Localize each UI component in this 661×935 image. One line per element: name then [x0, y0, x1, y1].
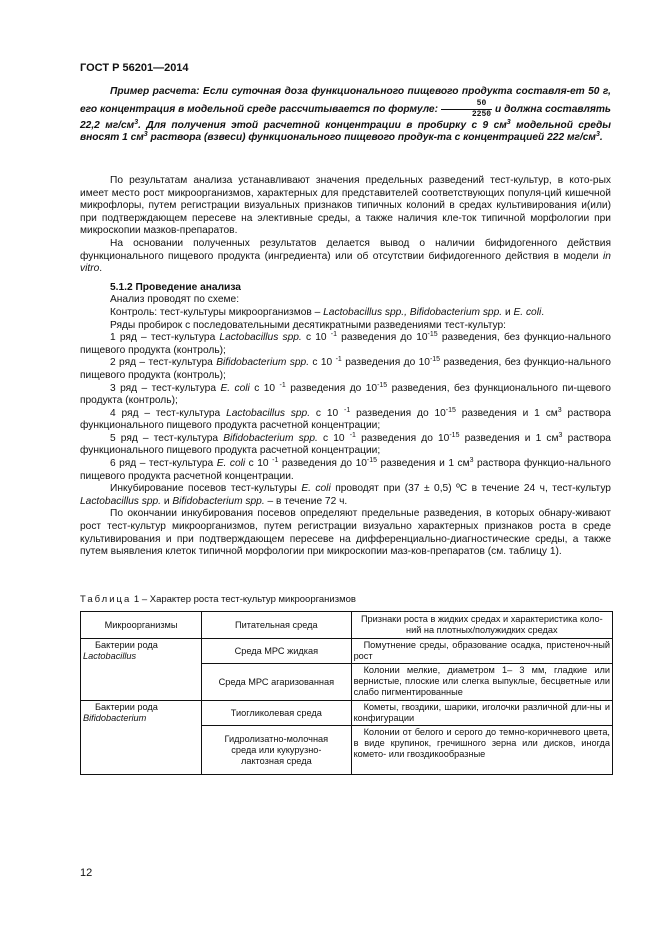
- cell-description: Колонии мелкие, диаметром 1– 3 мм, гладкие или вернистые, плоские или слегка выпуклые, бесцветные или слабо пигментированные: [351, 664, 612, 701]
- conclusion-text: На основании полученных результатов делается вывод о наличии бифидогенного действия функционального пищевого продукта (ингредиента) или об отсутствии бифидогенного действия в модели: [80, 237, 611, 262]
- row-to: разведения до 10: [356, 407, 446, 419]
- paragraph-conclusion: [80, 238, 611, 276]
- row-label: 3 ряд – тест-культура: [110, 382, 216, 394]
- example-part2a: должна составлять 22,2 мг/см: [80, 103, 611, 131]
- incub-time: – в течение 72 ч.: [267, 495, 348, 507]
- superscript: 3: [595, 131, 600, 139]
- table-caption-label: Таблица: [80, 594, 132, 605]
- superscript: 3: [506, 118, 511, 126]
- superscript: -15: [377, 381, 388, 389]
- table-header-row: [81, 612, 613, 639]
- control-text: Контроль: тест-культуры микроорганизмов –: [110, 306, 321, 318]
- superscript: -15: [429, 356, 441, 364]
- row-rest: разведения и 1 см: [380, 458, 470, 470]
- fraction-denominator: 2250: [471, 109, 492, 119]
- row-rest: разведения и 1 см: [461, 407, 558, 419]
- row-label: 6 ряд – тест-культура: [110, 458, 214, 470]
- row-from: с 10: [305, 332, 327, 344]
- row-to: разведения до 10: [290, 382, 378, 394]
- header-growth-signs: Признаки роста в жидких средах и характеристика коло-ний на плотных/полужидких средах: [351, 612, 612, 639]
- row-rest: разведения и 1 см: [464, 432, 559, 444]
- in-vitro-term: in vitro: [80, 250, 611, 275]
- row-culture: Lactobacillus spp.: [226, 407, 311, 419]
- cell-description: Колонии от белого и серого до темно-коричневого цвета, в виде крупинок, гречишного зерна или дисков, иногда комето- или гвоздикообразные: [351, 726, 612, 775]
- control-and: и: [504, 306, 511, 318]
- superscript: -15: [366, 457, 378, 465]
- main-body: [80, 175, 611, 559]
- row-rest: разведения, без функцио-нального пищевого продукта (контроль);: [80, 332, 611, 356]
- superscript: 3: [134, 118, 139, 126]
- superscript: 3: [143, 131, 148, 139]
- row-from: с 10: [312, 357, 333, 369]
- cell-medium: Тиогликолевая среда: [202, 701, 351, 726]
- row-6: [80, 458, 611, 483]
- incub-bifido: Bifidobacterium spp.: [172, 495, 265, 507]
- incub-text2: проводят при (37 ± 0,5) ºС в течение 24 ч, тест-культур: [335, 483, 611, 495]
- row-from: с 10: [315, 407, 339, 419]
- row-culture: E. coli: [216, 458, 246, 470]
- control-species: Lactobacillus spp., Bifidobacterium spp.: [323, 306, 503, 318]
- example-part2c: модельной среды вносят 1 см: [80, 119, 611, 144]
- row-3: [80, 383, 611, 408]
- row-rest: разведения, без функционального пи-щевого продукта (контроль);: [80, 382, 611, 407]
- example-part1: Пример расчета: Если суточная доза функционального пищевого продукта составля-ет 50 г, его концентрация в модельной среде рассчитывается по формуле:: [80, 86, 611, 115]
- row-rest: разведения, без функцио-нального пищевого продукта (контроль);: [80, 357, 611, 381]
- document-header: ГОСТ Р 56201—2014: [80, 62, 189, 74]
- section-heading: 5.1.2 Проведение анализа: [110, 281, 241, 293]
- cell-medium: Гидролизатно-молочная среда или кукурузно-лактозная среда: [202, 726, 351, 775]
- incubation-paragraph: [80, 483, 611, 508]
- bifido-name: Бактерии рода: [95, 702, 158, 712]
- bifido-genus: Bifidobacterium: [83, 713, 147, 723]
- row-5: [80, 433, 611, 458]
- row-from: с 10: [322, 432, 345, 444]
- lacto-name: Бактерии рода: [95, 640, 158, 650]
- formula-fraction: [441, 99, 492, 120]
- incub-text: Инкубирование посевов тест-культуры: [110, 483, 297, 495]
- superscript: -1: [279, 381, 286, 389]
- superscript: -15: [449, 431, 460, 439]
- cell-bifidobacterium: [81, 701, 202, 775]
- table-row: [81, 639, 613, 664]
- row-rest2: раствора функционального пищевого продукта расчетной концентрации;: [80, 432, 611, 457]
- row-2: [80, 357, 611, 382]
- cell-medium: Среда МРС жидкая: [202, 639, 351, 664]
- example-part2e: .: [599, 132, 603, 144]
- row-culture: E. coli: [220, 382, 250, 394]
- cell-description: Кометы, гвоздики, шарики, иголочки различной дли-ны и конфигурации: [351, 701, 612, 726]
- header-microorganisms: Микроорганизмы: [81, 612, 202, 639]
- scheme-line: Анализ проводят по схеме:: [110, 294, 240, 306]
- row-to: разведения до 10: [361, 432, 450, 444]
- superscript: -1: [335, 356, 342, 364]
- row-rest2: раствора функционального пищевого продукта расчетной концентрации;: [80, 407, 611, 432]
- paragraph-results: По результатам анализа устанавливают значения предельных разведений тест-культур, в кото-рых имеет место рост микроорганизмов, характерных для представителей соответствующих популя-ций кишечной микрофлоры, путем регистрации визуальных признаков типичных колоний в средах культивирования и(или) при подтверждающем пересеве на элективные среды, а также наличия кле-ток типичной морфологии при микроскопии мазков-препаратов.: [80, 175, 611, 237]
- control-end: .: [541, 306, 545, 318]
- example-part2d: раствора (взвеси) функционального пищевого продук-та с концентрацией 222 мг/см: [147, 132, 596, 144]
- control-ecoli: E. coli: [513, 306, 542, 318]
- superscript: -1: [344, 406, 351, 414]
- example-text: [80, 86, 611, 145]
- paragraph-final: По окончании инкубирования посевов определяют предельные разведения, в которых обнару-живают рост тест-культур микроорганизмов, путем регистрации визуально характерных признаков роста в среде культивирования и при подтверждающем пересеве на дифференциально-диагностические среды, а также путем выявления клеток типичной морфологии при микроскопии маз-ков-препаратов (см. таблицу 1).: [80, 508, 611, 558]
- row-culture: Lactobacillus spp.: [219, 332, 302, 344]
- header-medium: Питательная среда: [202, 612, 351, 639]
- row-to: разведения до 10: [281, 458, 367, 470]
- superscript: -1: [349, 431, 356, 439]
- incub-lacto: Lactobacillus spp.: [80, 495, 161, 507]
- cell-medium: Среда МРС агаризованная: [202, 664, 351, 701]
- fraction-numerator: 50: [441, 99, 492, 110]
- superscript: -15: [445, 406, 456, 414]
- table-row: [81, 701, 613, 726]
- rows-intro: Ряды пробирок с последовательными десятикратными разведениями тест-культур:: [110, 319, 507, 331]
- row-from: с 10: [254, 382, 276, 394]
- row-to: разведения до 10: [341, 332, 428, 344]
- row-to: разведения до 10: [345, 357, 430, 369]
- row-culture: Bifidobacterium spp.: [223, 432, 318, 444]
- incub-ecoli: E. coli: [301, 483, 331, 495]
- row-label: 4 ряд – тест-культура: [110, 407, 221, 419]
- row-culture: Bifidobacterium spp.: [216, 357, 310, 369]
- row-4: [80, 408, 611, 433]
- table-caption: [80, 594, 356, 605]
- superscript: 3: [557, 406, 562, 414]
- row-rest2: раствора функцио-нального пищевого продукта расчетной концентрации.: [80, 458, 611, 482]
- calculation-example: [80, 86, 611, 145]
- example-and: и: [494, 103, 502, 115]
- cell-lactobacillus: [81, 639, 202, 701]
- conclusion-end: .: [99, 263, 103, 275]
- lacto-genus: Lactobacillus: [83, 651, 137, 661]
- superscript: -1: [272, 457, 279, 465]
- row-label: 2 ряд – тест-культура: [110, 357, 213, 369]
- cell-description: Помутнение среды, образование осадка, пристеноч-ный рост: [351, 639, 612, 664]
- row-label: 5 ряд – тест-культура: [110, 432, 219, 444]
- example-part2b: . Для получения этой расчетной концентрации в пробирку с 9 см: [138, 119, 507, 131]
- row-from: с 10: [248, 458, 269, 470]
- table-caption-text: 1 – Характер роста тест-культур микроорганизмов: [133, 594, 356, 605]
- superscript: 3: [558, 431, 563, 439]
- superscript: -15: [427, 331, 438, 339]
- row-1: [80, 332, 611, 357]
- row-label: 1 ряд – тест-культура: [110, 332, 216, 344]
- page-number: 12: [80, 867, 93, 879]
- control-line: [80, 307, 611, 320]
- superscript: 3: [469, 457, 474, 465]
- incub-and: и: [163, 495, 170, 507]
- growth-table: [80, 611, 613, 775]
- superscript: -1: [330, 331, 337, 339]
